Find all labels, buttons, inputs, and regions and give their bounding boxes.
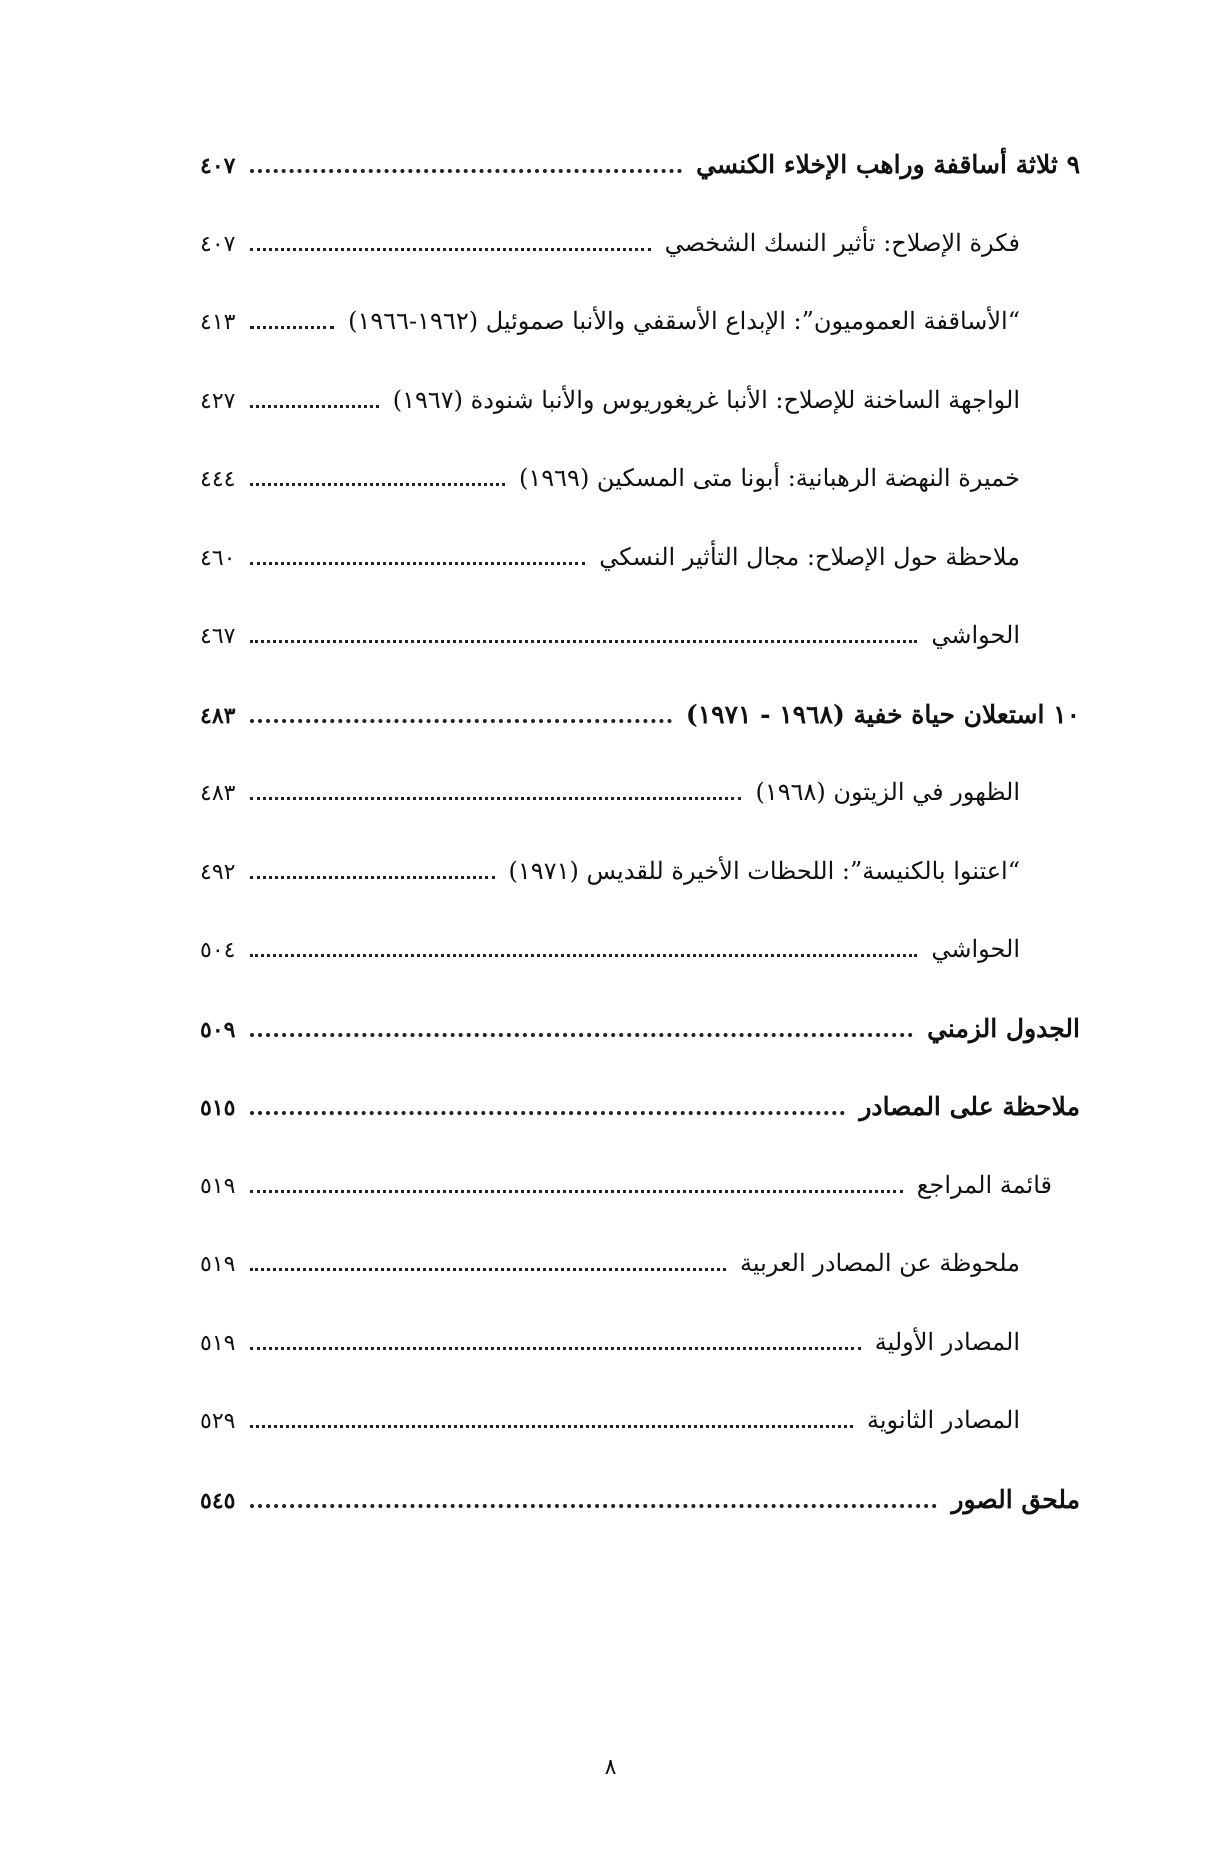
- dot-leader: [250, 325, 334, 329]
- dot-leader: [250, 482, 505, 486]
- toc-entry-page: ٥٠٩: [200, 1016, 236, 1043]
- toc-entry-title: فكرة الإصلاح: تأثير النسك الشخصي: [664, 228, 1020, 257]
- toc-entry-title: المصادر الأولية: [874, 1327, 1020, 1356]
- page-number: ٨: [604, 1755, 617, 1780]
- toc-entry-page: ٤٦٧: [200, 624, 236, 649]
- toc-entry-title: ملحق الصور: [951, 1484, 1080, 1514]
- toc-entry: [200, 386, 1080, 465]
- toc-entry-page: ٥٤٥: [200, 1487, 236, 1514]
- dot-leader: [250, 168, 682, 173]
- toc-entry: [200, 1328, 1080, 1407]
- dot-leader: [250, 1424, 853, 1428]
- toc-entry-page: ٥٠٤: [200, 938, 236, 963]
- dot-leader: [250, 1346, 861, 1350]
- toc-entry-title: الحواشي: [931, 935, 1020, 963]
- toc-entry: [200, 464, 1080, 543]
- toc-entry: [200, 621, 1080, 700]
- toc-entry-page: ٤٨٣: [200, 781, 236, 806]
- toc-entry-page: ٤٠٧: [200, 153, 236, 179]
- toc-entry-page: ٥١٩: [200, 1330, 236, 1356]
- dot-leader: [250, 1110, 845, 1115]
- toc-entry-title: خميرة النهضة الرهبانية: أبونا متى المسكين (١٩٦٩): [519, 464, 1020, 492]
- dot-leader: [250, 718, 672, 723]
- toc-entry-timeline: [200, 1014, 1080, 1093]
- dot-leader: [250, 1032, 913, 1037]
- toc-entry-title: قائمة المراجع: [916, 1170, 1052, 1199]
- toc-entry-page: ٤٨٣: [200, 702, 236, 729]
- toc-entry-page: ٥١٥: [200, 1095, 236, 1121]
- dot-leader: [250, 561, 585, 565]
- toc-entry-title: الظهور في الزيتون (١٩٦٨): [755, 778, 1020, 806]
- toc-entry-photo-appendix: [200, 1485, 1080, 1564]
- toc-entry: [200, 307, 1080, 386]
- toc-entry-sources-note: [200, 1092, 1080, 1171]
- toc-entry: [200, 1249, 1080, 1328]
- dot-leader: [250, 875, 495, 879]
- dot-leader: [250, 1189, 903, 1193]
- toc-entry-chapter-9: [200, 150, 1080, 229]
- toc-entry-page: ٤٠٧: [200, 231, 236, 257]
- toc-entry-title: ٩ ثلاثة أساقفة وراهب الإخلاء الكنسي: [696, 150, 1080, 179]
- toc-entry-title: المصادر الثانوية: [866, 1406, 1020, 1434]
- toc-entry-title: ١٠ استعلان حياة خفية (١٩٦٨ - ١٩٧١): [685, 699, 1080, 729]
- dot-leader: [250, 404, 379, 408]
- toc-entry-page: ٥١٩: [200, 1252, 236, 1277]
- toc-entry: [200, 1406, 1080, 1485]
- toc-entry-title: الجدول الزمني: [927, 1013, 1080, 1043]
- toc-entry-title: ملحوظة عن المصادر العربية: [740, 1249, 1020, 1277]
- toc-entry: [200, 229, 1080, 308]
- toc-entry-bibliography: [200, 1171, 1080, 1250]
- dot-leader: [250, 247, 651, 251]
- dot-leader: [250, 796, 741, 800]
- toc-entry-page: ٤٩٢: [200, 859, 236, 885]
- toc-entry-page: ٥١٩: [200, 1173, 236, 1199]
- dot-leader: [250, 1267, 726, 1271]
- toc-entry: [200, 778, 1080, 857]
- dot-leader: [250, 639, 917, 643]
- toc-entry-title: ملاحظة على المصادر: [859, 1092, 1080, 1121]
- toc-entry-page: ٥٢٩: [200, 1409, 236, 1434]
- table-of-contents: [200, 150, 1080, 1563]
- toc-entry-title: “الأساقفة العموميون”: الإبداع الأسقفي والأنبا صموئيل (١٩٦٢-١٩٦٦): [348, 307, 1020, 335]
- dot-leader: [250, 1503, 937, 1508]
- toc-entry-title: الواجهة الساخنة للإصلاح: الأنبا غريغوريوس والأنبا شنودة (١٩٦٧): [392, 385, 1020, 414]
- toc-entry: [200, 935, 1080, 1014]
- toc-entry-title: ملاحظة حول الإصلاح: مجال التأثير النسكي: [599, 542, 1020, 571]
- toc-entry-page: ٤٦٠: [200, 545, 236, 571]
- toc-entry-chapter-10: [200, 700, 1080, 779]
- toc-entry: [200, 857, 1080, 936]
- toc-entry-page: ٤٤٤: [200, 467, 236, 492]
- toc-entry: [200, 543, 1080, 622]
- dot-leader: [250, 953, 917, 957]
- toc-entry-title: “اعتنوا بالكنيسة”: اللحظات الأخيرة للقديس (١٩٧١): [508, 856, 1020, 885]
- toc-entry-page: ٤٢٧: [200, 388, 236, 414]
- toc-entry-title: الحواشي: [931, 621, 1020, 649]
- toc-entry-page: ٤١٣: [200, 310, 236, 335]
